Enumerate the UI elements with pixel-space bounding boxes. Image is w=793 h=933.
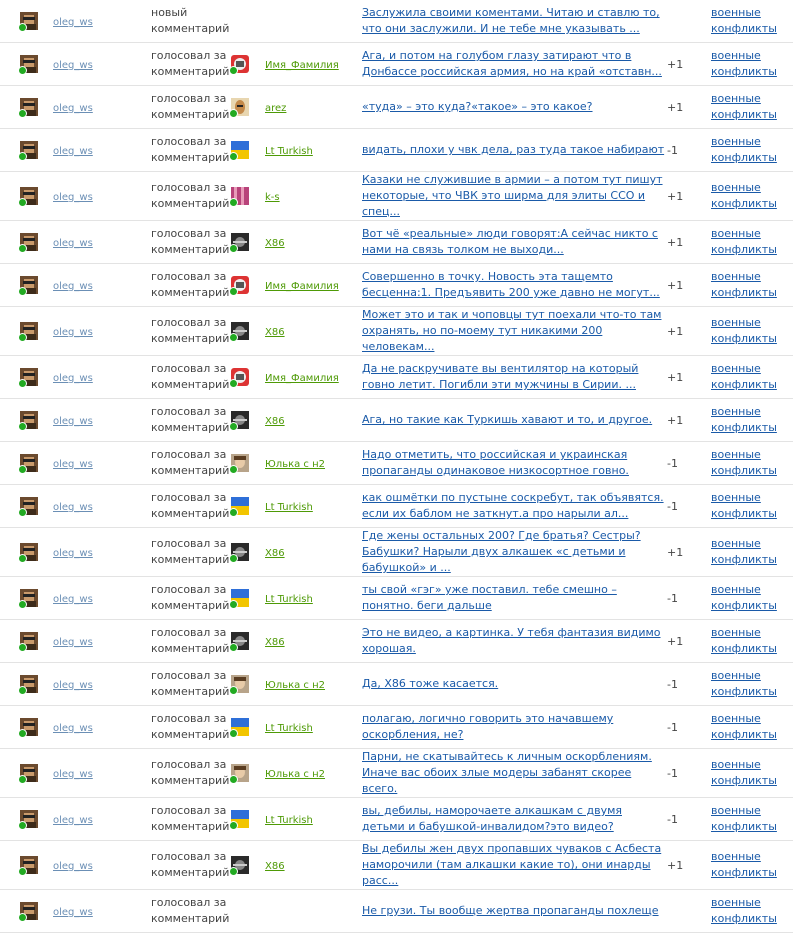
vote-value: +1 (667, 235, 684, 249)
online-indicator (18, 643, 27, 652)
vote-value: -1 (667, 766, 678, 780)
user-avatar[interactable] (20, 12, 38, 30)
target-user-link[interactable]: X86 (265, 237, 285, 249)
vote-value: +1 (667, 634, 684, 648)
comment-link[interactable]: Вот чё «реальные» люди говорят:А сейчас никто с нами на связь толком не выходи... (362, 227, 658, 256)
user-link[interactable]: oleg_ws (53, 280, 93, 292)
vote-value: -1 (667, 720, 678, 734)
user-avatar[interactable] (20, 233, 38, 251)
comment-link[interactable]: видать, плохи у чвк дела, раз туда такое набирают (362, 143, 665, 156)
online-indicator (229, 643, 238, 652)
section-link[interactable]: военные конфликты (711, 135, 777, 164)
comment-link[interactable]: Не грузи. Ты вообще жертва пропаганды похлеще (362, 904, 659, 917)
target-avatar[interactable] (231, 454, 249, 472)
online-indicator (18, 508, 27, 517)
target-user-link[interactable]: arez (265, 102, 287, 114)
comment-link[interactable]: «туда» – это куда?«такое» – это какое? (362, 100, 593, 113)
target-user-link[interactable]: X86 (265, 636, 285, 648)
target-user-link[interactable]: Юлька с н2 (265, 768, 326, 780)
activity-row (0, 129, 793, 172)
target-avatar[interactable] (231, 141, 249, 159)
online-indicator (18, 913, 27, 922)
comment-link[interactable]: Заслужила своими коментами. Читаю и ставлю то, что они заслужили. И не тебе мне указывать ... (362, 6, 660, 35)
section-link[interactable]: военные конфликты (711, 49, 777, 78)
comment-link[interactable]: ты свой «гэг» уже поставил. тебе смешно – понятно. беги дальше (362, 583, 617, 612)
section-link[interactable]: военные конфликты (711, 270, 777, 299)
target-user-link[interactable]: X86 (265, 860, 285, 872)
action-text: голосовал за комментарий (151, 92, 230, 121)
online-indicator (229, 422, 238, 431)
online-indicator (229, 333, 238, 342)
action-text: голосовал за комментарий (151, 804, 230, 833)
target-avatar[interactable] (231, 233, 249, 251)
comment-link[interactable]: Это не видео, а картинка. У тебя фантазия видимо хорошая. (362, 626, 661, 655)
section-link[interactable]: военные конфликты (711, 669, 777, 698)
target-avatar[interactable] (231, 810, 249, 828)
activity-row (0, 890, 793, 933)
action-text: голосовал за комментарий (151, 270, 230, 299)
online-indicator (229, 554, 238, 563)
activity-row (0, 399, 793, 442)
activity-row (0, 307, 793, 356)
target-avatar[interactable] (231, 368, 249, 386)
target-avatar[interactable] (231, 497, 249, 515)
online-indicator (229, 244, 238, 253)
action-text: голосовал за комментарий (151, 181, 230, 210)
online-indicator (18, 244, 27, 253)
activity-row (0, 577, 793, 620)
section-link[interactable]: военные конфликты (711, 896, 777, 925)
user-link[interactable]: oleg_ws (53, 415, 93, 427)
activity-row (0, 43, 793, 86)
user-avatar[interactable] (20, 55, 38, 73)
action-text: голосовал за комментарий (151, 362, 230, 391)
user-link[interactable]: oleg_ws (53, 501, 93, 513)
activity-row (0, 706, 793, 749)
online-indicator (18, 686, 27, 695)
section-link[interactable]: военные конфликты (711, 583, 777, 612)
user-avatar[interactable] (20, 368, 38, 386)
action-text: новый комментарий (151, 6, 230, 35)
online-indicator (18, 287, 27, 296)
action-text: голосовал за комментарий (151, 405, 230, 434)
section-link[interactable]: военные конфликты (711, 362, 777, 391)
user-avatar[interactable] (20, 856, 38, 874)
vote-value: +1 (667, 100, 684, 114)
user-link[interactable]: oleg_ws (53, 372, 93, 384)
action-text: голосовал за комментарий (151, 537, 230, 566)
target-user-link[interactable]: Lt Turkish (265, 501, 313, 513)
vote-value: -1 (667, 499, 678, 513)
online-indicator (18, 152, 27, 161)
online-indicator (18, 600, 27, 609)
target-avatar[interactable] (231, 55, 249, 73)
action-text: голосовал за комментарий (151, 896, 230, 925)
target-avatar[interactable] (231, 543, 249, 561)
online-indicator (18, 729, 27, 738)
online-indicator (18, 66, 27, 75)
target-avatar[interactable] (231, 856, 249, 874)
activity-row (0, 841, 793, 890)
online-indicator (18, 867, 27, 876)
activity-row (0, 620, 793, 663)
vote-value: +1 (667, 370, 684, 384)
user-avatar[interactable] (20, 589, 38, 607)
target-avatar[interactable] (231, 187, 249, 205)
online-indicator (18, 23, 27, 32)
user-link[interactable]: oleg_ws (53, 191, 93, 203)
comment-link[interactable]: Надо отметить, что российская и украинская пропаганды одинаковое низкосортное говно. (362, 448, 629, 477)
activity-row (0, 0, 793, 43)
target-user-link[interactable]: X86 (265, 415, 285, 427)
target-user-link[interactable]: Имя_Фамилия (265, 59, 339, 71)
user-avatar[interactable] (20, 276, 38, 294)
target-user-link[interactable]: X86 (265, 547, 285, 559)
user-avatar[interactable] (20, 543, 38, 561)
section-link[interactable]: военные конфликты (711, 92, 777, 121)
user-avatar[interactable] (20, 187, 38, 205)
section-link[interactable]: военные конфликты (711, 712, 777, 741)
action-text: голосовал за комментарий (151, 626, 230, 655)
activity-row (0, 86, 793, 129)
online-indicator (18, 554, 27, 563)
vote-value: +1 (667, 413, 684, 427)
online-indicator (18, 465, 27, 474)
user-link[interactable]: oleg_ws (53, 814, 93, 826)
user-avatar[interactable] (20, 675, 38, 693)
online-indicator (229, 729, 238, 738)
target-avatar[interactable] (231, 718, 249, 736)
user-avatar[interactable] (20, 98, 38, 116)
user-avatar[interactable] (20, 764, 38, 782)
target-user-link[interactable]: Lt Turkish (265, 722, 313, 734)
vote-value: +1 (667, 858, 684, 872)
user-link[interactable]: oleg_ws (53, 326, 93, 338)
activity-row (0, 356, 793, 399)
target-avatar[interactable] (231, 411, 249, 429)
user-avatar[interactable] (20, 497, 38, 515)
vote-value: -1 (667, 677, 678, 691)
online-indicator (229, 508, 238, 517)
online-indicator (229, 686, 238, 695)
user-link[interactable]: oleg_ws (53, 59, 93, 71)
user-avatar[interactable] (20, 454, 38, 472)
user-avatar[interactable] (20, 632, 38, 650)
action-text: голосовал за комментарий (151, 316, 230, 345)
vote-value: +1 (667, 57, 684, 71)
vote-value: +1 (667, 189, 684, 203)
target-user-link[interactable]: Имя_Фамилия (265, 280, 339, 292)
activity-row (0, 221, 793, 264)
user-link[interactable]: oleg_ws (53, 547, 93, 559)
user-avatar[interactable] (20, 322, 38, 340)
user-link[interactable]: oleg_ws (53, 906, 93, 918)
action-text: голосовал за комментарий (151, 712, 230, 741)
comment-link[interactable]: Может это и так и чоповцы тут поехали что-то там охранять, но по-моему тут никакими 200 человекам... (362, 308, 662, 353)
user-link[interactable]: oleg_ws (53, 722, 93, 734)
target-avatar[interactable] (231, 675, 249, 693)
section-link[interactable]: военные конфликты (711, 316, 777, 345)
target-user-link[interactable]: Lt Turkish (265, 145, 313, 157)
comment-link[interactable]: полагаю, логично говорить это начавшему оскорбления, не? (362, 712, 614, 741)
online-indicator (229, 775, 238, 784)
user-link[interactable]: oleg_ws (53, 636, 93, 648)
online-indicator (229, 379, 238, 388)
online-indicator (18, 775, 27, 784)
target-user-link[interactable]: Lt Turkish (265, 814, 313, 826)
vote-value: -1 (667, 456, 678, 470)
activity-row (0, 528, 793, 577)
action-text: голосовал за комментарий (151, 135, 230, 164)
user-link[interactable]: oleg_ws (53, 102, 93, 114)
user-link[interactable]: oleg_ws (53, 679, 93, 691)
user-avatar[interactable] (20, 810, 38, 828)
activity-row (0, 749, 793, 798)
user-avatar[interactable] (20, 411, 38, 429)
comment-link[interactable]: Казаки не служившие в армии – а потом тут пишут некоторые, что ЧВК это ширма для элиты ССО и спец... (362, 173, 663, 218)
target-avatar[interactable] (231, 98, 249, 116)
comment-link[interactable]: Парни, не скатывайтесь к личным оскорблениям. Иначе вас обоих злые модеры забанят скорее всего. (362, 750, 652, 795)
activity-row (0, 663, 793, 706)
target-user-link[interactable]: Имя_Фамилия (265, 372, 339, 384)
user-avatar[interactable] (20, 141, 38, 159)
target-user-link[interactable]: Юлька с н2 (265, 458, 326, 470)
section-link[interactable]: военные конфликты (711, 850, 777, 879)
activity-row (0, 798, 793, 841)
target-avatar[interactable] (231, 322, 249, 340)
section-link[interactable]: военные конфликты (711, 537, 777, 566)
online-indicator (18, 379, 27, 388)
action-text: голосовал за комментарий (151, 850, 230, 879)
action-text: голосовал за комментарий (151, 448, 230, 477)
vote-value: +1 (667, 545, 684, 559)
online-indicator (229, 821, 238, 830)
online-indicator (229, 465, 238, 474)
comment-link[interactable]: Где жены остальных 200? Где братья? Сестры? Бабушки? Нарыли двух алкашек «с детьми и бабушкой» и ... (362, 529, 641, 574)
section-link[interactable]: военные конфликты (711, 181, 777, 210)
user-link[interactable]: oleg_ws (53, 458, 93, 470)
section-link[interactable]: военные конфликты (711, 491, 777, 520)
target-user-link[interactable]: Lt Turkish (265, 593, 313, 605)
activity-row (0, 264, 793, 307)
activity-row (0, 172, 793, 221)
comment-link[interactable]: Совершенно в точку. Новость эта тащемто бесценна:1. Предъявить 200 уже давно не могут... (362, 270, 660, 299)
section-link[interactable]: военные конфликты (711, 6, 777, 35)
target-avatar[interactable] (231, 589, 249, 607)
section-link[interactable]: военные конфликты (711, 448, 777, 477)
target-user-link[interactable]: Юлька с н2 (265, 679, 326, 691)
online-indicator (18, 821, 27, 830)
comment-link[interactable]: Вы дебилы жен двух пропавших чуваков с Асбеста наморочили (там алкашки какие то), они инарды расс... (362, 842, 662, 887)
vote-value: +1 (667, 324, 684, 338)
comment-link[interactable]: вы, дебилы, наморочаете алкашкам с двумя детьми и бабушкой-инвалидом?это видео? (362, 804, 622, 833)
target-user-link[interactable]: X86 (265, 326, 285, 338)
online-indicator (229, 867, 238, 876)
online-indicator (229, 152, 238, 161)
section-link[interactable]: военные конфликты (711, 626, 777, 655)
user-avatar[interactable] (20, 718, 38, 736)
target-avatar[interactable] (231, 632, 249, 650)
activity-row (0, 442, 793, 485)
section-link[interactable]: военные конфликты (711, 405, 777, 434)
user-link[interactable]: oleg_ws (53, 16, 93, 28)
user-link[interactable]: oleg_ws (53, 768, 93, 780)
action-text: голосовал за комментарий (151, 758, 230, 787)
comment-link[interactable]: Да не раскручивате вы вентилятор на который говно летит. Погибли эти мужчины в Сирии. ... (362, 362, 639, 391)
comment-link[interactable]: Да, X86 тоже касается. (362, 677, 499, 690)
action-text: голосовал за комментарий (151, 583, 230, 612)
section-link[interactable]: военные конфликты (711, 804, 777, 833)
user-link[interactable]: oleg_ws (53, 593, 93, 605)
online-indicator (229, 66, 238, 75)
user-avatar[interactable] (20, 902, 38, 920)
comment-link[interactable]: Ага, и потом на голубом глазу затирают что в Донбассе российская армия, но на край «отставн... (362, 49, 662, 78)
action-text: голосовал за комментарий (151, 669, 230, 698)
activity-row (0, 485, 793, 528)
comment-link[interactable]: как ошмётки по пустыне соскребут, так объявятся. если их баблом не заткнут.а про нарыли ал... (362, 491, 664, 520)
online-indicator (18, 198, 27, 207)
online-indicator (229, 109, 238, 118)
online-indicator (229, 287, 238, 296)
online-indicator (229, 600, 238, 609)
target-avatar[interactable] (231, 276, 249, 294)
action-text: голосовал за комментарий (151, 49, 230, 78)
user-link[interactable]: oleg_ws (53, 237, 93, 249)
online-indicator (18, 109, 27, 118)
section-link[interactable]: военные конфликты (711, 758, 777, 787)
action-text: голосовал за комментарий (151, 227, 230, 256)
comment-link[interactable]: Ага, но такие как Туркишь хавают и то, и другое. (362, 413, 653, 426)
vote-value: -1 (667, 812, 678, 826)
target-user-link[interactable]: k-s (265, 191, 280, 203)
action-text: голосовал за комментарий (151, 491, 230, 520)
user-link[interactable]: oleg_ws (53, 860, 93, 872)
online-indicator (18, 422, 27, 431)
online-indicator (229, 198, 238, 207)
vote-value: -1 (667, 591, 678, 605)
user-link[interactable]: oleg_ws (53, 145, 93, 157)
vote-value: -1 (667, 143, 678, 157)
section-link[interactable]: военные конфликты (711, 227, 777, 256)
vote-value: +1 (667, 278, 684, 292)
target-avatar[interactable] (231, 764, 249, 782)
online-indicator (18, 333, 27, 342)
